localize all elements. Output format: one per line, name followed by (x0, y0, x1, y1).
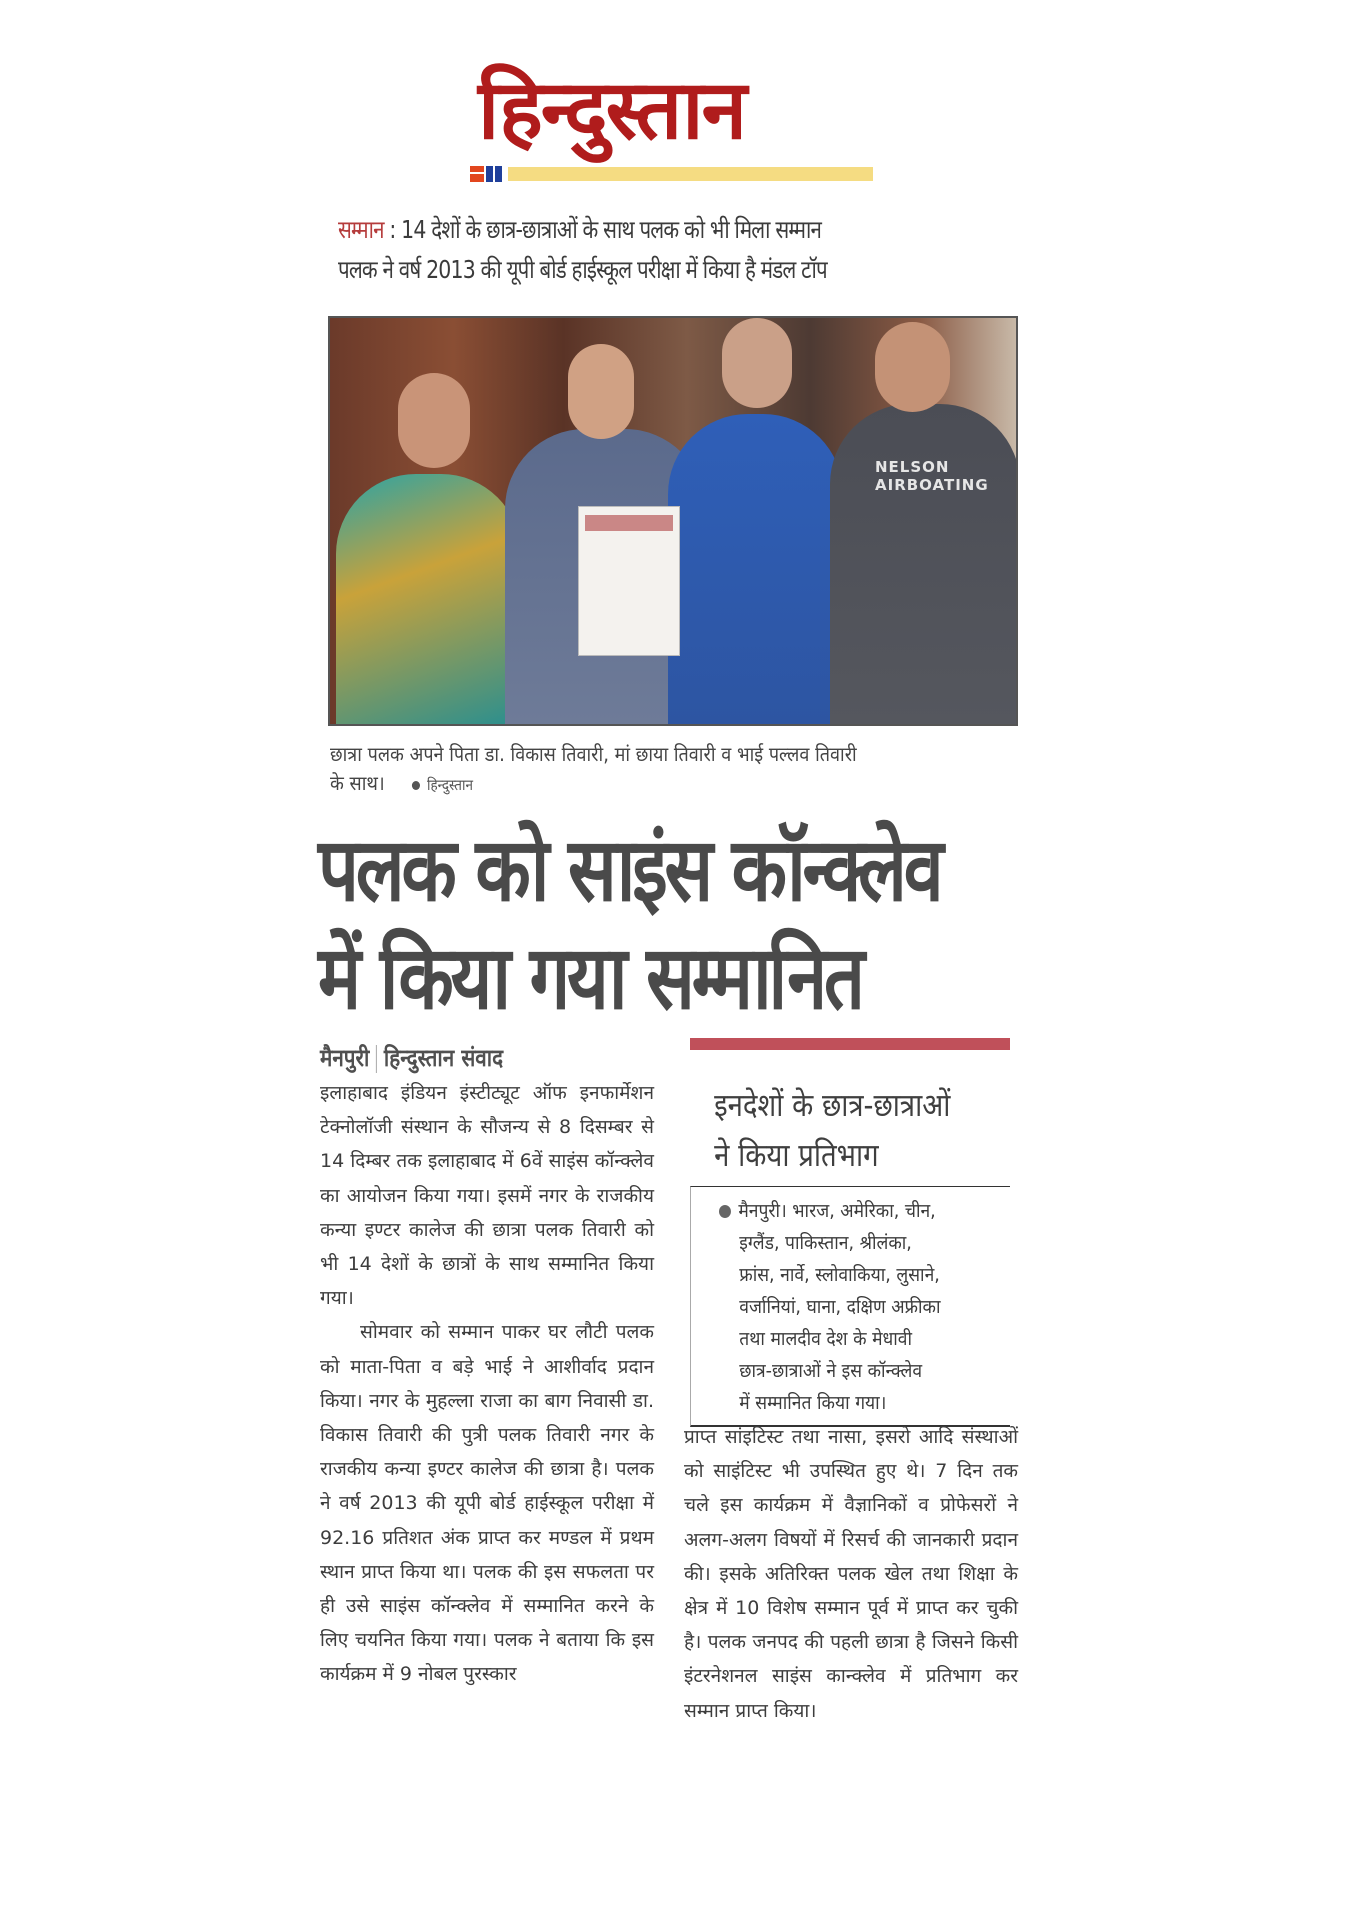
sidebar-line: में सम्मानित किया गया। (739, 1392, 887, 1414)
photo-person-brother (668, 414, 843, 724)
logo-color-blocks-icon (470, 166, 504, 182)
kicker-separator: : (383, 215, 402, 244)
masthead (478, 62, 878, 182)
newspaper-logo: हिन्दुस्तान (478, 63, 746, 158)
photo-credit-text: हिन्दुस्तान (427, 776, 473, 794)
sidebar-line: फ्रांस, नार्वे, स्लोवाकिया, लुसाने, (739, 1264, 940, 1286)
kicker-tag: सम्मान (338, 215, 384, 244)
kicker-text-1: 14 देशों के छात्र-छात्राओं के साथ पलक को भी मिला सम्मान (401, 215, 822, 244)
sidebar-line: वर्जानियां, घाना, दक्षिण अफ्रीका (739, 1296, 941, 1318)
photo-certificate (578, 506, 680, 656)
sidebar-top-rule (690, 1038, 1010, 1050)
caption-line-2 (330, 769, 951, 800)
photo-credit (412, 776, 473, 794)
dateline (320, 1040, 607, 1076)
kicker (338, 210, 896, 290)
logo-red-block (470, 166, 484, 182)
bullet-icon (412, 781, 420, 790)
article-paragraph-3: प्राप्त सांइटिस्ट तथा नासा, इसरो आदि संस्थाओं को साइंटिस्ट भी उपस्थित हुए थे। 7 दिन तक चले इस कार्यक्रम में वैज्ञानिकों व प्रोफेसरों ने अलग-अलग विषयों में रिसर्च की जानकारी प्रदान की। इसके अतिरिक्त पलक खेल तथा शिक्षा के क्षेत्र में 10 विशेष सम्मान पूर्व में प्राप्त कर चुकी है। पलक जनपद की पहली छात्रा है जिसने किसी इंटरनेशनल साइंस कान्क्लेव में प्रतिभाग कर सम्मान प्राप्त किया। (684, 1426, 1018, 1722)
caption-line-1: छात्रा पलक अपने पिता डा. विकास तिवारी, मां छाया तिवारी व भाई पल्लव तिवारी (330, 742, 857, 766)
news-photo (328, 316, 1018, 726)
dateline-place: मैनपुरी (320, 1044, 370, 1072)
kicker-line-2: पलक ने वर्ष 2013 की यूपी बोर्ड हाईस्कूल परीक्षा में किया है मंडल टॉप (338, 255, 827, 284)
dateline-divider (376, 1045, 377, 1073)
sidebar-heading-line-2: ने किया प्रतिभाग (714, 1136, 879, 1174)
article-paragraph-2: सोमवार को सम्मान पाकर घर लौटी पलक को माता-पिता व बड़े भाई ने आशीर्वाद प्रदान किया। नगर के मुहल्ला राजा का बाग निवासी डा. विकास तिवारी की पुत्री पलक तिवारी नगर के राजकीय कन्या इण्टर कालेज की छात्रा है। पलक ने वर्ष 2013 की यूपी बोर्ड हाईस्कूल परीक्षा में 92.16 प्रतिशत अंक प्राप्त कर मण्डल में प्रथम स्थान प्राप्त किया था। पलक की इस सफलता पर ही उसे साइंस कॉन्क्लेव में सम्मानित करने के लिए चयनित किया गया। पलक ने बताया कि इस कार्यक्रम में 9 नोबल पुरस्कार (320, 1321, 654, 1686)
sidebar-line (719, 1195, 987, 1227)
sidebar-line-text: मैनपुरी। भारज, अमेरिका, चीन, (738, 1200, 936, 1222)
sidebar-line: छात्र-छात्राओं ने इस कॉन्क्लेव (739, 1360, 923, 1382)
headline-line-2: में किया गया सम्मानित (318, 926, 862, 1029)
sidebar-line: इग्लैंड, पाकिस्तान, श्रीलंका, (739, 1232, 912, 1254)
photo-shirt-text: NELSON AIRBOATING (875, 458, 989, 494)
photo-head (722, 318, 792, 408)
logo-yellow-bar (508, 167, 873, 181)
article-paragraph-1: इलाहाबाद इंडियन इंस्टीट्यूट ऑफ इनफार्मेशन टेक्नोलॉजी संस्थान के सौजन्य से 8 दिसम्बर से 14 दिम्बर तक इलाहाबाद में 6वें साइंस कॉन्क्लेव का आयोजन किया गया। इसमें नगर के राजकीय कन्या इण्टर कालेज की छात्रा पलक तिवारी को भी 14 देशों के छात्रों के साथ सम्मानित किया गया। (320, 1082, 654, 1310)
photo-person-mother (336, 474, 521, 724)
dateline-source: हिन्दुस्तान संवाद (383, 1044, 504, 1072)
headline (318, 816, 941, 1032)
photo-head (875, 322, 950, 412)
caption-text: के साथ। (330, 771, 385, 795)
article-column-left (320, 1040, 654, 1692)
logo-blue-block (486, 166, 493, 182)
article-column-right (684, 1420, 1018, 1728)
sidebar-heading (690, 1080, 965, 1180)
sidebar-box (690, 1038, 1010, 1427)
sidebar-line: तथा मालदीव देश के मेधावी (739, 1328, 913, 1350)
sidebar-body (690, 1186, 1010, 1427)
sidebar-heading-line-1: इनदेशों के छात्र-छात्राओं (714, 1086, 951, 1124)
bullet-icon (719, 1205, 731, 1218)
photo-head (568, 344, 634, 439)
photo-caption (330, 740, 951, 800)
kicker-line-1 (338, 210, 896, 250)
photo-person-father (830, 404, 1018, 724)
photo-head (398, 373, 470, 468)
headline-line-1: पलक को साइंस कॉन्क्लेव (318, 818, 941, 921)
logo-blue-block (495, 166, 502, 182)
